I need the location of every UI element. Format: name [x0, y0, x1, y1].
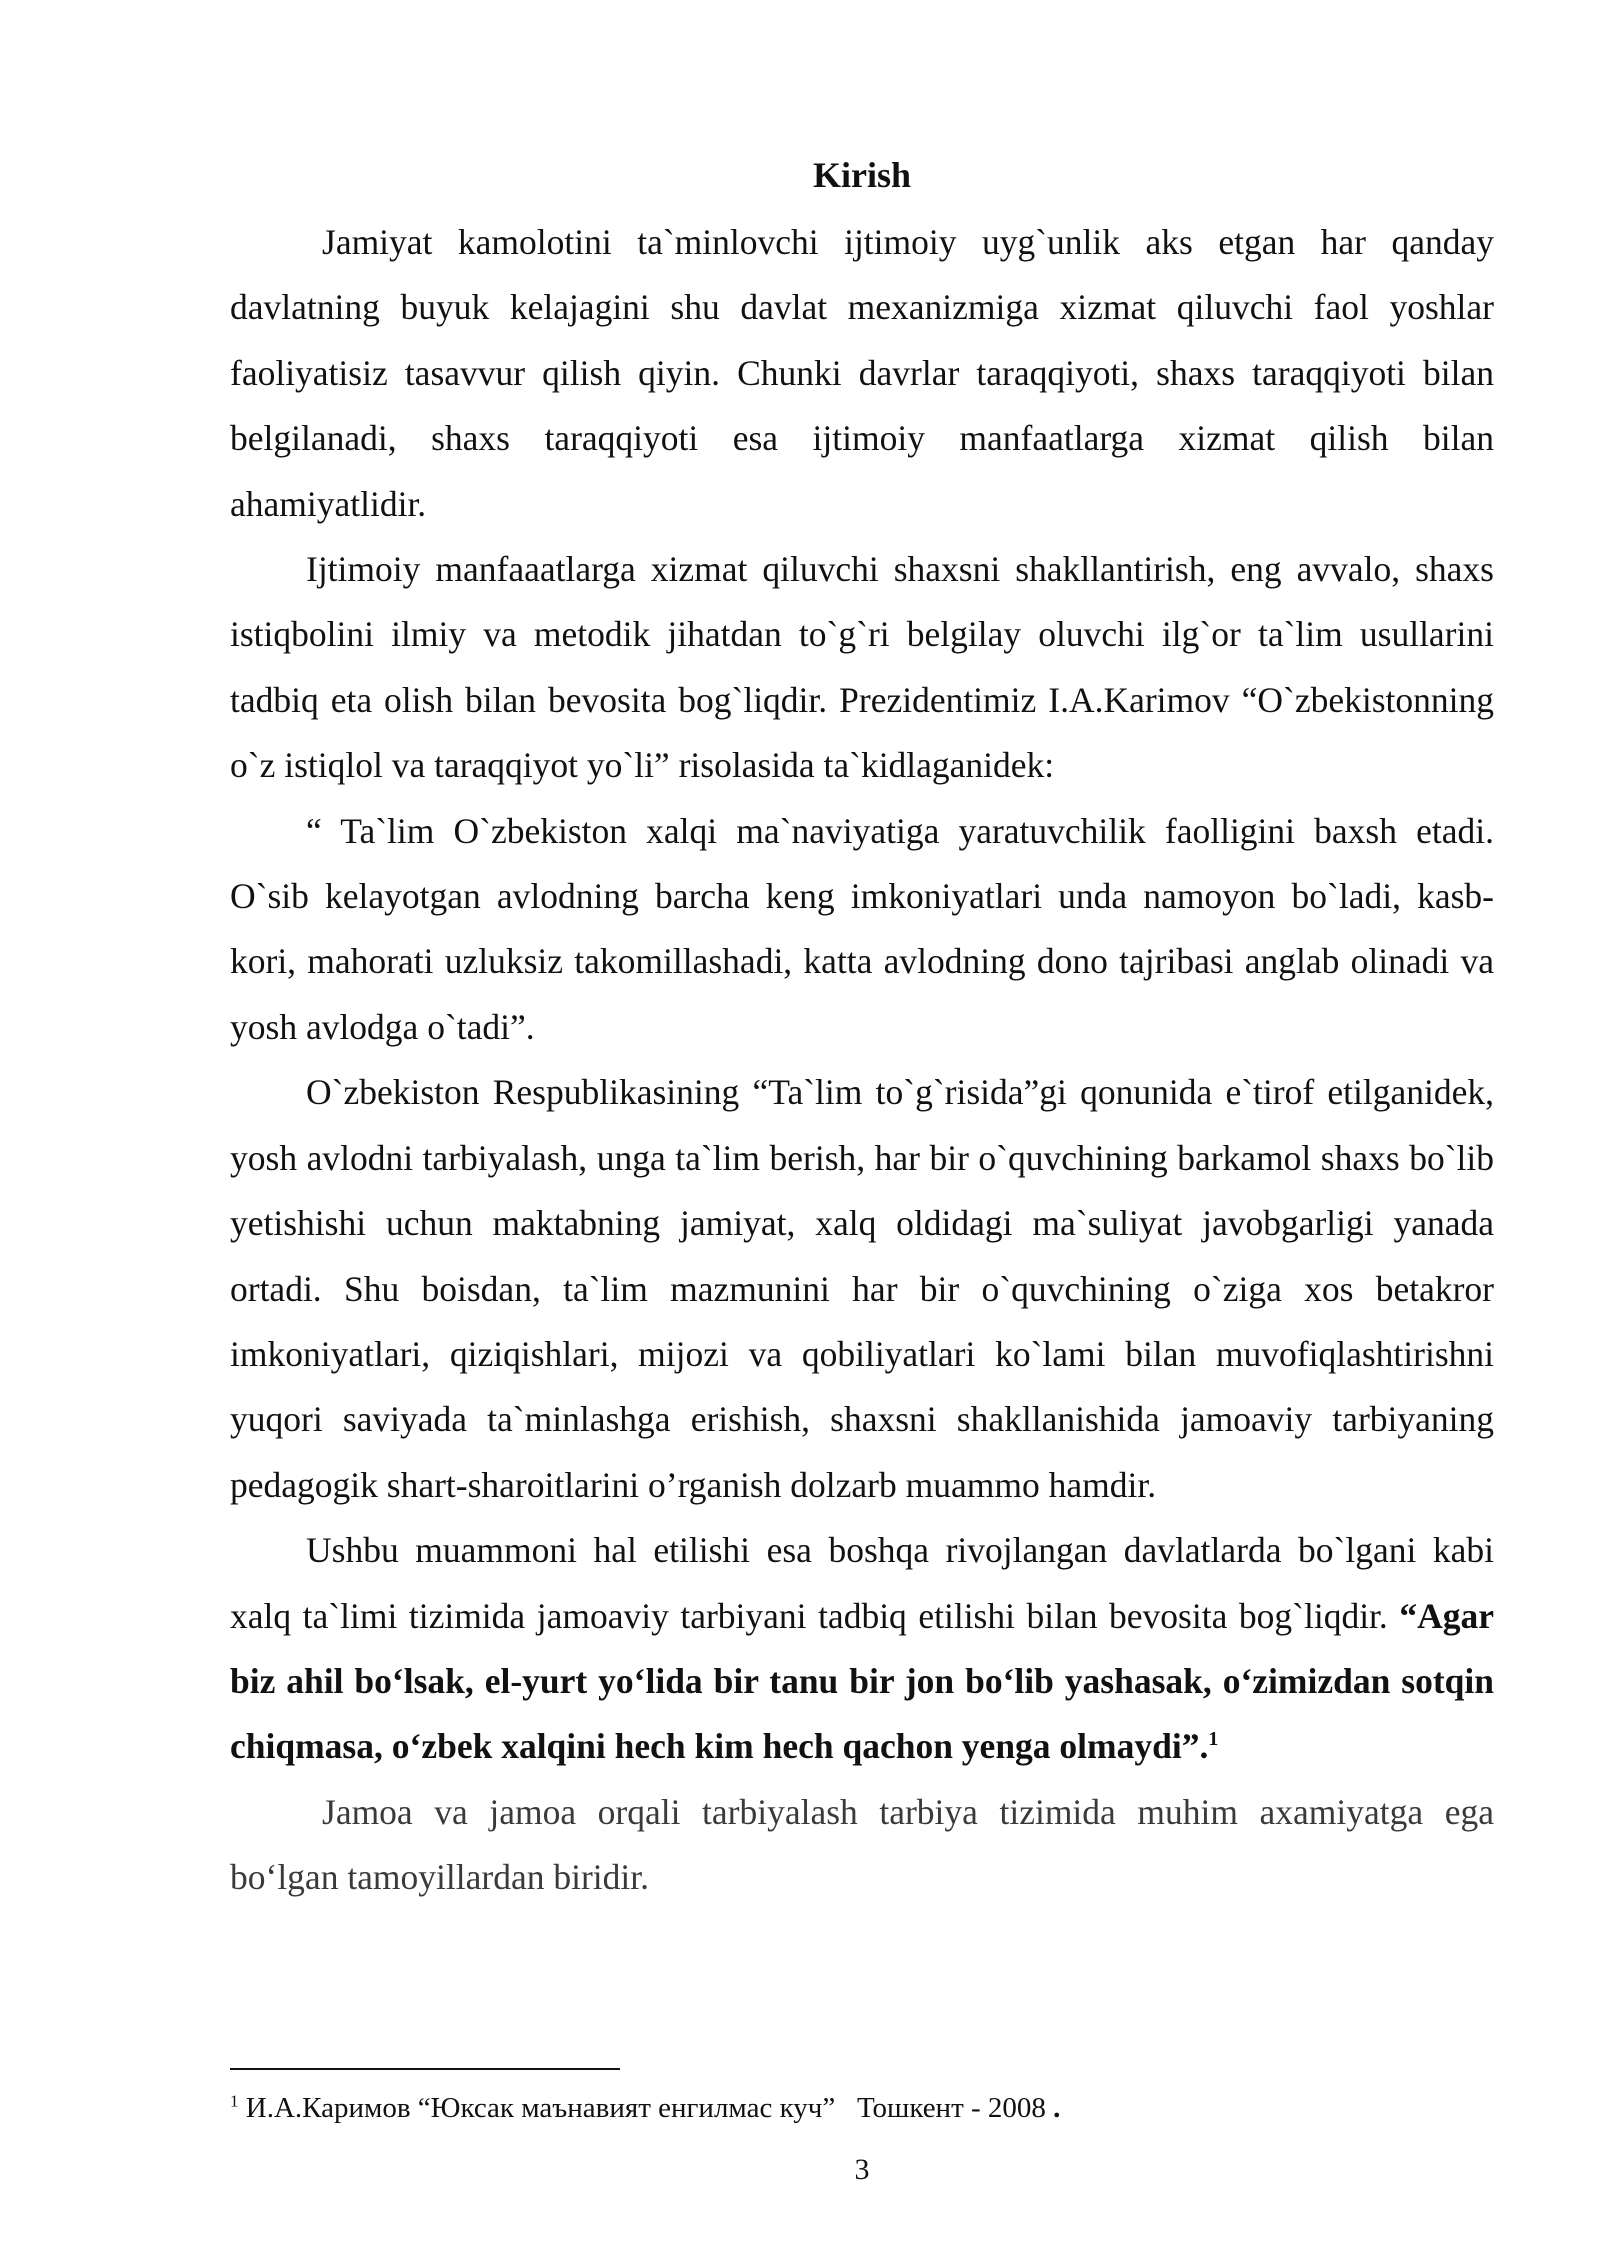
paragraph-law: O`zbekiston Respublikasining “Ta`lim to`g`risida”gi qonunida e`tirof etilganidek, yosh avlodni tarbiyalash, unga ta`lim berish, har bir o`quvchining barkamol shaxs bo`lib yetishishi uchun maktabning jamiyat, xalq oldidagi ma`suliyat javobgarligi yanada ortadi. Shu boisdan, ta`lim mazmunini har bir o`quvchining o`ziga xos betakror imkoniyatlari, qiziqishlari, mijozi va qobiliyatlari ko`lami bilan muvofiqlashtirishni yuqori saviyada ta`minlashga erishish, shaxsni shakllanishida jamoaviy tarbiyaning pedagogik shart-sharoitlarini o’rganish dolzarb muammo hamdir.	[230, 1072, 1494, 1505]
paragraph-problem-text: Ushbu muammoni hal etilishi esa boshqa rivojlangan davlatlarda bo`lgani kabi xalq ta`limi tizimida jamoaviy tarbiyani tadbiq etilishi bilan bevosita bog`liqdir.	[230, 1530, 1494, 1636]
bold-quote: “Agar biz ahil bo‘lsak, el-yurt yo‘lida bir tanu bir jon bo‘lib yashasak, o‘zimizdan sotqin chiqmasa, o‘zbek xalqini hech kim hech qachon yenga olmaydi”.	[230, 1595, 1494, 1767]
paragraph-quote: “ Ta`lim O`zbekiston xalqi ma`naviyatiga yaratuvchilik faolligini baxsh etadi. O`sib kelayotgan avlodning barcha keng imkoniyatlari unda namoyon bo`ladi, kasb-kori, mahorati uzluksiz takomillashadi, katta avlodning dono tajribasi anglab olinadi va yosh avlodga o`tadi”.	[230, 810, 1494, 1047]
paragraph-president-quote-lead: Ijtimoiy manfaaatlarga xizmat qiluvchi shaxsni shakllantirish, eng avvalo, shaxs istiqbolini ilmiy va metodik jihatdan to`g`ri belgilay oluvchi ilg`or ta`lim usullarini tadbiq eta olish bilan bevosita bog`liqdir. Prezidentimiz I.A.Karimov “O`zbekistonning o`z istiqlol va taraqqiyot yo`li” risolasida ta`kidlaganidek:	[230, 549, 1494, 786]
document-body	[230, 210, 1494, 1911]
paragraph-problem	[230, 1518, 1494, 1780]
document-page	[230, 0, 1494, 2262]
footnote-separator	[230, 2068, 620, 2070]
paragraph-intro: Jamiyat kamolotini ta`minlovchi ijtimoiy uyg`unlik aks etgan har qanday davlatning buyuk kelajagini shu davlat mexanizmiga xizmat qiluvchi faol yoshlar faoliyatisiz tasavvur qilish qiyin. Chunki davrlar taraqqiyoti, shaxs taraqqiyoti bilan belgilanadi, shaxs taraqqiyoti esa ijtimoiy manfaatlarga xizmat qilish bilan ahamiyatlidir.	[230, 222, 1494, 524]
footnote	[230, 2088, 1494, 2128]
paragraph-collective: Jamoa va jamoa orqali tarbiyalash tarbiya tizimida muhim axamiyatga ega bo‘lgan tamoyillardan biridir.	[230, 1791, 1494, 1898]
footnote-reference[interactable]: 1	[1208, 1728, 1219, 1751]
footnote-trailing-dot: .	[1053, 2092, 1061, 2124]
section-title: Kirish	[812, 155, 911, 195]
footnote-marker: 1	[230, 2091, 239, 2111]
page-number: 3	[854, 2153, 870, 2186]
footnote-text: И.А.Каримов “Юксак маънавият енгилмас куч” Тошкент - 2008	[238, 2092, 1054, 2124]
